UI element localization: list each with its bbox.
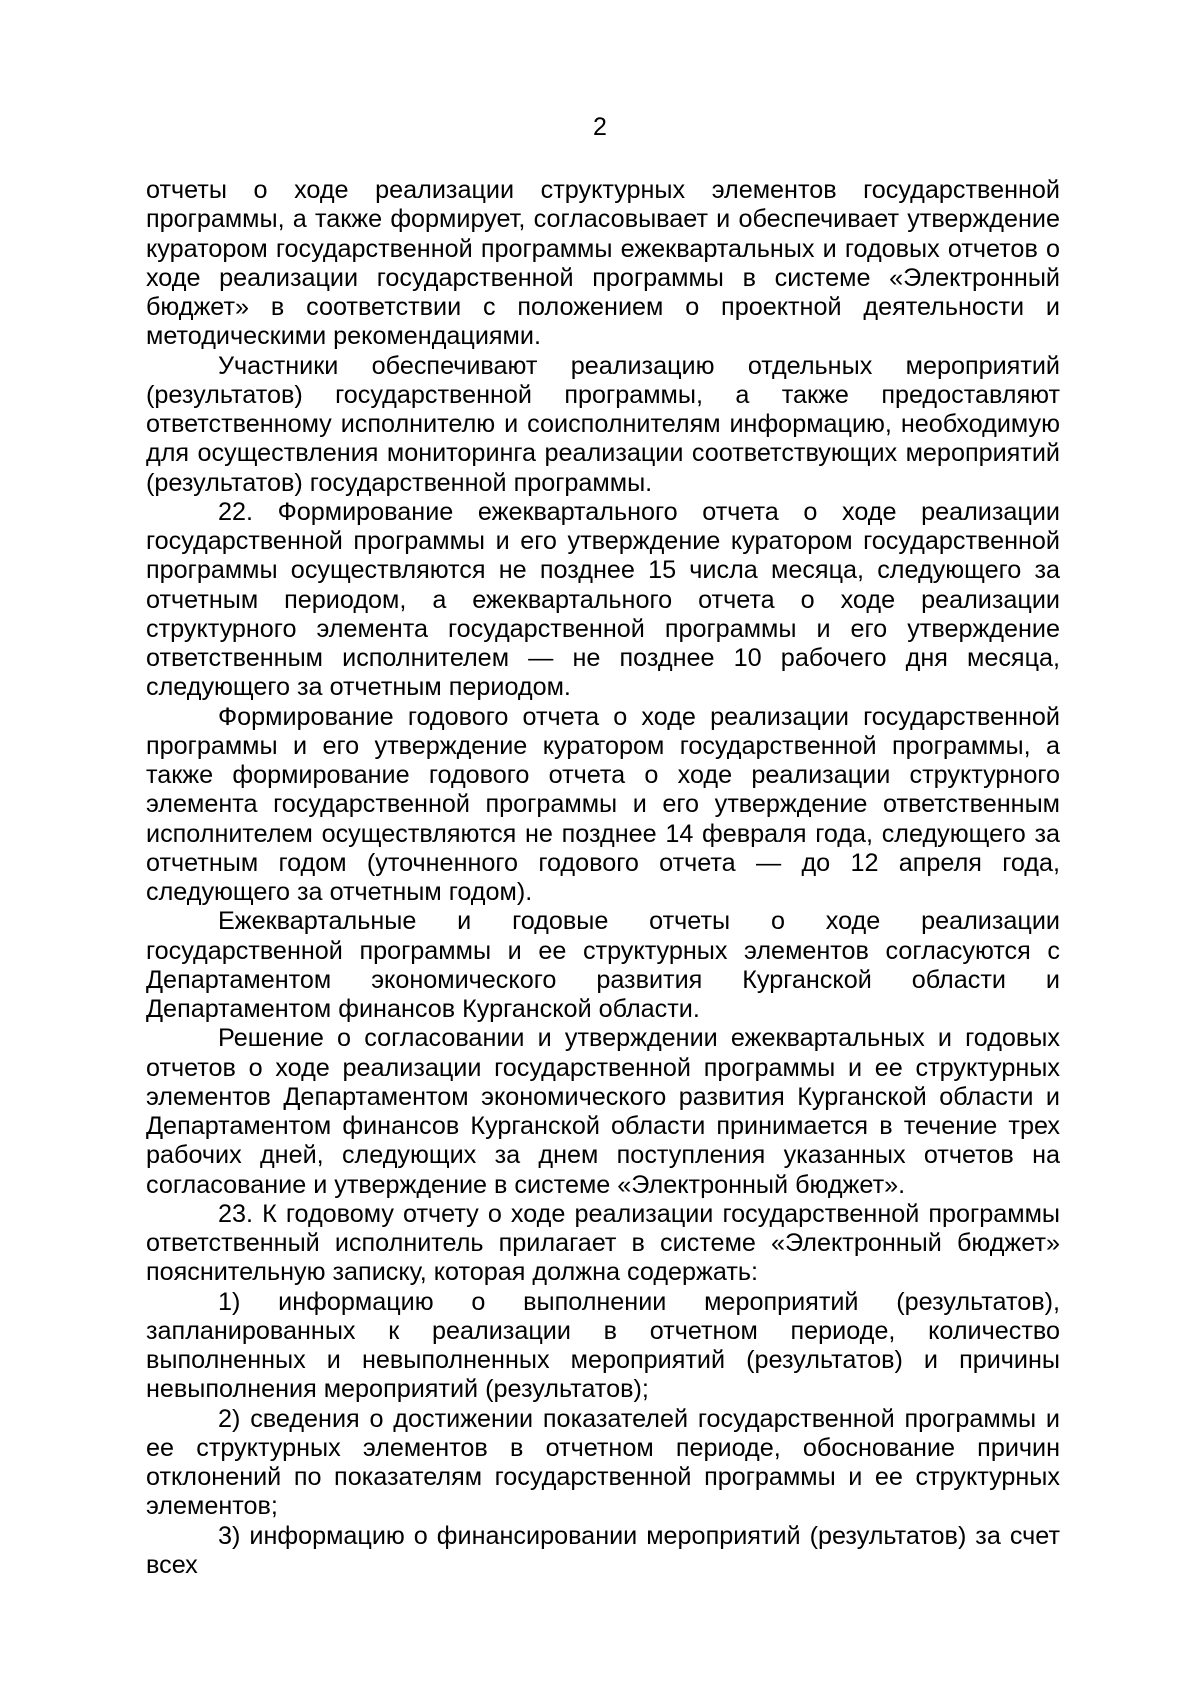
paragraph-item-22: 22. Формирование ежеквартального отчета о ходе реализации государственной программы и его утверждение куратором государственной программы осуществляются не позднее 15 числа месяца, следующего за отчетным периодом, а ежеквартального отчета о ходе реализации структурного элемента государственной программы и его утверждение ответственным исполнителем — не позднее 10 рабочего дня месяца, следующего за отчетным периодом. [146, 497, 1060, 702]
list-item-3: 3) информацию о финансировании мероприятий (результатов) за счет всех [146, 1521, 1060, 1579]
list-item-1: 1) информацию о выполнении мероприятий (результатов), запланированных к реализации в отчетном периоде, количество выполненных и невыполненных мероприятий (результатов) и причины невыполнения мероприятий (результатов); [146, 1287, 1060, 1404]
paragraph-continuation: отчеты о ходе реализации структурных элементов государственной программы, а также формирует, согласовывает и обеспечивает утверждение куратором государственной программы ежеквартальных и годовых отчетов о ходе реализации государственной программы в системе «Электронный бюджет» в соответствии с положением о проектной деятельности и методическими рекомендациями. [146, 176, 1060, 351]
paragraph-decision: Решение о согласовании и утверждении ежеквартальных и годовых отчетов о ходе реализации государственной программы и ее структурных элементов Департаментом экономического развития Курганской области и Департаментом финансов Курганской области принимается в течение трех рабочих дней, следующих за днем поступления указанных отчетов на согласование и утверждение в системе «Электронный бюджет». [146, 1024, 1060, 1199]
page-number: 2 [593, 113, 607, 141]
paragraph-participants: Участники обеспечивают реализацию отдельных мероприятий (результатов) государственной программы, а также предоставляют ответственному исполнителю и соисполнителям информацию, необходимую для осуществления мониторинга реализации соответствующих мероприятий (результатов) государственной программы. [146, 351, 1060, 497]
paragraph-item-23: 23. К годовому отчету о ходе реализации государственной программы ответственный исполнитель прилагает в системе «Электронный бюджет» пояснительную записку, которая должна содержать: [146, 1199, 1060, 1287]
document-body [146, 176, 1060, 1580]
paragraph-annual-report: Формирование годового отчета о ходе реализации государственной программы и его утверждение куратором государственной программы, а также формирование годового отчета о ходе реализации структурного элемента государственной программы и его утверждение ответственным исполнителем осуществляются не позднее 14 февраля года, следующего за отчетным годом (уточненного годового отчета — до 12 апреля года, следующего за отчетным годом). [146, 702, 1060, 906]
list-item-2: 2) сведения о достижении показателей государственной программы и ее структурных элементов в отчетном периоде, обоснование причин отклонений по показателям государственной программы и ее структурных элементов; [146, 1404, 1060, 1521]
paragraph-reports-agreement: Ежеквартальные и годовые отчеты о ходе реализации государственной программы и ее структурных элементов согласуются с Департаментом экономического развития Курганской области и Департаментом финансов Курганской области. [146, 907, 1060, 1023]
